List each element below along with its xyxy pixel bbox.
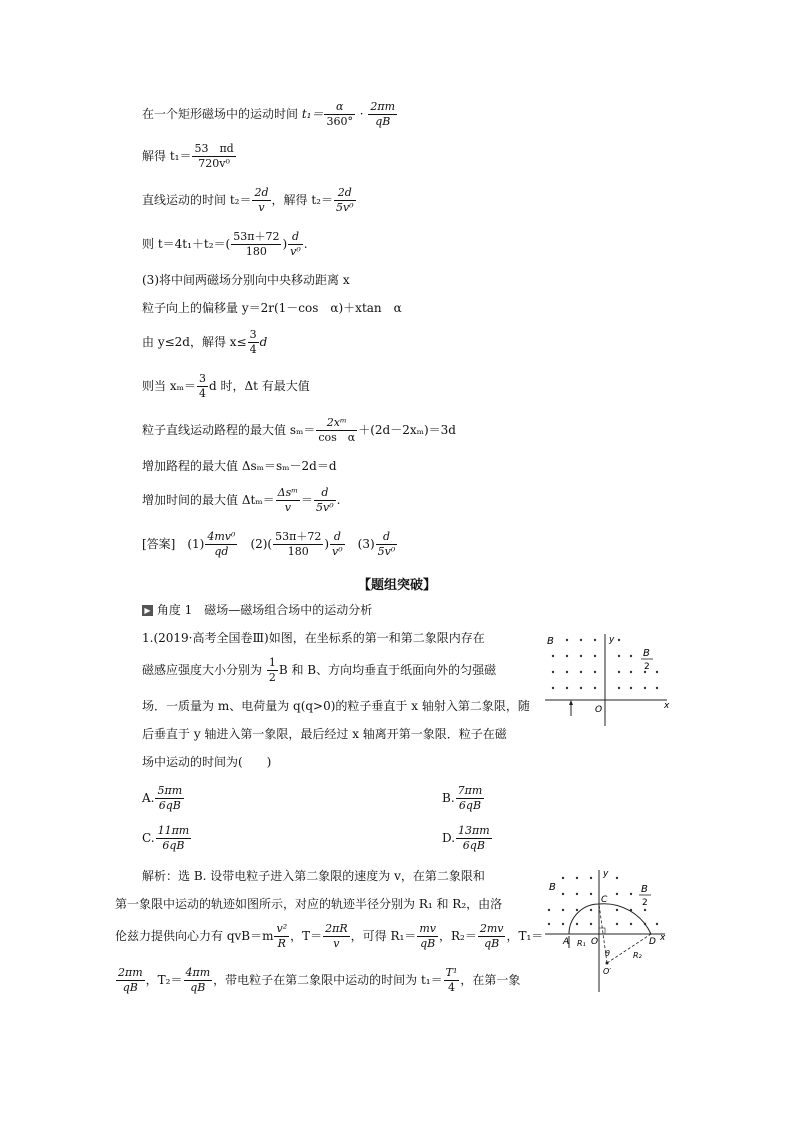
- solution-line-4: 则 t＝4t₁＋t₂＝( $\frac{53\pi+72}{180}$ ) $\frac{d}{\text{v⁰}}$ .: [142, 230, 308, 258]
- fraction: $\frac{3}{4}$: [198, 372, 206, 400]
- label-r1: R₁: [577, 939, 586, 948]
- solution-line-8: 则当 xₘ＝ $\frac{3}{4}$ d 时，Δt 有最大值: [142, 372, 310, 400]
- label-y: y: [609, 635, 615, 645]
- analysis-line-3: 伦兹力提供向心力有 qvB＝m $\frac{\text{v²}}{R}$ ，T＝ $\frac{2\pi R}{v}$ ，可得 R₁＝ $\frac{mv}{qB}$ ，R₂＝ $\frac{2mv}{qB}$ ，T₁＝: [115, 922, 544, 950]
- solution-line-3: 直线运动的时间 t₂＝ $\frac{2d}{v}$ ，解得 t₂＝ $\frac{2d}{\text{5v⁰}}$: [142, 186, 354, 214]
- solution-line-5: (3)将中间两磁场分别向中央移动距离 x: [142, 273, 350, 287]
- fraction: $\frac{d}{\text{v⁰}}$: [332, 530, 343, 558]
- angle-heading: [142, 602, 372, 618]
- solution-line-7: 由 y≤2d，解得 x≤ $\frac{3}{4}$ d: [142, 328, 268, 356]
- label-d: D: [649, 937, 656, 947]
- fraction: $\frac{1}{2}$: [268, 656, 276, 684]
- label-y: y: [603, 869, 609, 879]
- analysis-line-2: 第一象限中运动的轨迹如图所示，对应的轨迹半径分别为 R₁ 和 R₂，由洛: [115, 897, 503, 911]
- text: t₁＝: [301, 107, 324, 121]
- label-theta: θ: [605, 949, 610, 958]
- question-line-2: 磁感应强度大小分别为 $\frac{1}{2}$ B 和 B、方向均垂直于纸面向外的匀强磁: [142, 656, 497, 684]
- fraction: $\frac{\alpha}{360^\circ}$: [326, 100, 353, 128]
- angle-label: 角度 1 磁场—磁场组合场中的运动分析: [156, 603, 373, 617]
- label-a: A: [563, 937, 570, 947]
- solution-line-2: 解得 t₁＝ $\frac{53 \pi d}{\text{720v⁰}}$: [142, 142, 234, 170]
- label-b-left: B: [547, 636, 554, 647]
- question-line-4: 后垂直于 y 轴进入第一象限，最后经过 x 轴离开第一象限．粒子在磁: [142, 727, 507, 741]
- label-r2: R₂: [633, 951, 642, 960]
- label-o: O: [595, 705, 603, 715]
- fraction: $\frac{53 \pi d}{\text{720v⁰}}$: [194, 142, 234, 170]
- analysis-line-1: 解析：选 B. 设带电粒子进入第二象限的速度为 v，在第二象限和: [142, 869, 485, 883]
- fraction: $\frac{2\pi m}{qB}$: [370, 100, 396, 128]
- text: 在一个矩形磁场中的运动时间: [142, 107, 302, 121]
- label-o-prime: O′: [603, 967, 612, 976]
- figure-1-diagram: [545, 628, 675, 728]
- figure-2-diagram: [545, 868, 675, 996]
- solution-line-9: 粒子直线运动路程的最大值 sₘ＝ $\frac{\text{2xᵐ}}{\text{cos α}}$ ＋(2d－2xₘ)＝3d: [142, 416, 456, 444]
- question-line-5: 场中运动的时间为( ): [142, 755, 272, 769]
- fraction: $\frac{d}{\text{5v⁰}}$: [377, 530, 396, 558]
- solution-line-11: 增加时间的最大值 Δtₘ＝ $\frac{\text{Δsᵐ}}{v}$ ＝ $\frac{d}{\text{5v⁰}}$ .: [142, 486, 341, 514]
- option-a[interactable]: A. $\frac{5\pi m}{6qB}$: [142, 784, 183, 812]
- fraction: $\frac{d}{\text{v⁰}}$: [290, 230, 301, 258]
- fraction: $\frac{2d}{\text{5v⁰}}$: [335, 186, 354, 214]
- option-d[interactable]: D. $\frac{13\pi m}{6qB}$: [442, 824, 490, 852]
- fraction: $\frac{53\pi+72}{180}$: [275, 530, 322, 558]
- label-x: x: [660, 933, 666, 943]
- solution-line-10: 增加路程的最大值 Δsₘ＝sₘ－2d＝d: [142, 459, 337, 473]
- solution-line-6: 粒子向上的偏移量 y＝2r(1－cos α)＋xtan α: [142, 301, 402, 315]
- question-line-3: 场．一质量为 m、电荷量为 q(q>0)的粒子垂直于 x 轴射入第二象限，随: [142, 699, 530, 713]
- option-b[interactable]: B. $\frac{7\pi m}{6qB}$: [442, 784, 483, 812]
- label-c: C: [601, 895, 608, 905]
- question-line-1: 1.(2019·高考全国卷Ⅲ)如图，在坐标系的第一和第二象限内存在: [142, 631, 485, 645]
- answer-line: [答案] (1) $\frac{\text{4mv⁰}}{qd}$ (2)( $\frac{53\pi+72}{180}$ ) $\frac{d}{\text{v⁰}}$ (3) $\frac{d}{\text{5v⁰}}$: [142, 530, 396, 558]
- label-x: x: [664, 701, 670, 711]
- option-c[interactable]: C. $\frac{11\pi m}{6qB}$: [142, 824, 190, 852]
- play-marker-icon: ▶: [142, 605, 153, 616]
- label-o: O: [591, 937, 599, 947]
- radius-r2: [607, 934, 651, 963]
- label-b-left: B: [549, 882, 556, 893]
- fraction: $\frac{\text{2xᵐ}}{\text{cos α}}$: [318, 416, 356, 444]
- fraction: $\frac{d}{\text{5v⁰}}$: [316, 486, 334, 514]
- fraction: $\frac{3}{4}$: [249, 328, 257, 356]
- fraction: $\frac{53\pi+72}{180}$: [233, 230, 280, 258]
- label-b-right-den: 2: [642, 898, 648, 908]
- solution-line-1: 在一个矩形磁场中的运动时间 t₁＝ $\frac{\alpha}{360^\circ}$ · $\frac{2\pi m}{qB}$: [142, 100, 396, 128]
- fraction: $\frac{\text{4mv⁰}}{qd}$: [207, 530, 236, 558]
- label-b-right: B: [641, 884, 648, 895]
- label-b-right-den: 2: [644, 662, 650, 672]
- trajectory-arc: [569, 904, 651, 934]
- section-title: 【题组突破】: [357, 578, 436, 593]
- fraction: $\frac{2d}{v}$: [254, 186, 269, 214]
- analysis-line-4: $\frac{2\pi m}{qB}$ ，T₂＝ $\frac{4\pi m}{qB}$ ，带电粒子在第二象限中运动的时间为 t₁＝ $\frac{\text{T¹}}{4}$ ，在第一象: [118, 966, 521, 994]
- fraction: $\frac{\text{Δsᵐ}}{v}$: [277, 486, 299, 514]
- label-b-right: B: [643, 648, 650, 659]
